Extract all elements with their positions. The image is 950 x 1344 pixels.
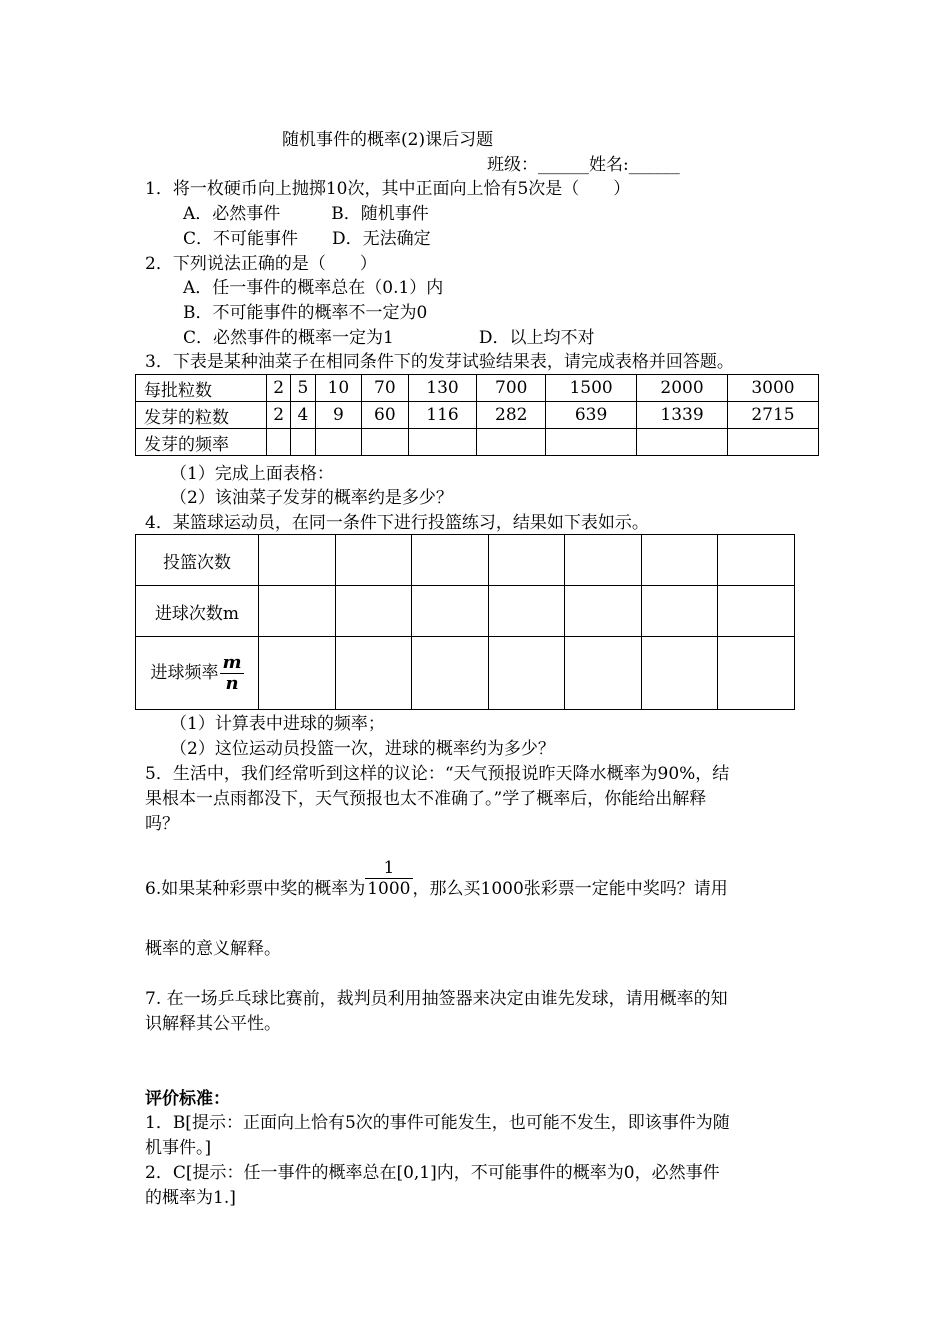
q4-sub2: （2）这位运动员投篮一次，进球的概率约为多少？ (170, 739, 555, 759)
q1-stem: 1．将一枚硬币向上抛掷10次，其中正面向上恰有5次是（ ） (145, 179, 631, 199)
q5-line3: 吗？ (145, 814, 179, 834)
page-title: 随机事件的概率(2)课后习题 (282, 130, 494, 150)
table-cell-empty (718, 637, 795, 710)
table-cell-empty (408, 429, 477, 456)
table-cell-empty (728, 429, 819, 456)
answer2-line2: 的概率为1.] (145, 1188, 236, 1208)
table-cell-empty (488, 586, 565, 637)
table-cell-empty (259, 637, 336, 710)
row-label-text: 进球频率 (150, 662, 219, 683)
q6-suffix: ，那么买1000张彩票一定能中奖吗？请用 (412, 878, 728, 899)
table-cell: 639 (546, 402, 637, 429)
table-cell: 282 (477, 402, 546, 429)
table-cell: 2 (267, 402, 291, 429)
table-cell: 700 (477, 375, 546, 402)
answer1-line2: 机事件。] (145, 1138, 212, 1158)
table-cell-empty (412, 637, 489, 710)
table-cell-empty (565, 586, 642, 637)
table-cell-empty (641, 637, 718, 710)
answers-heading: 评价标准： (145, 1089, 230, 1109)
answer1-line1: 1．B[提示：正面向上恰有5次的事件可能发生，也可能不发生，即该事件为随 (145, 1113, 730, 1133)
table-cell-empty (477, 429, 546, 456)
table-cell-empty (641, 535, 718, 586)
q3-sub2: （2）该油菜子发芽的概率约是多少？ (170, 488, 453, 508)
answer2-line1: 2．C[提示：任一事件的概率总在[0,1]内，不可能事件的概率为0，必然事件 (145, 1163, 720, 1183)
table-cell: 4 (291, 402, 315, 429)
q3-stem: 3．下表是某种油菜子在相同条件下的发芽试验结果表，请完成表格并回答题。 (145, 352, 734, 372)
table-cell-empty (641, 586, 718, 637)
table-row (136, 586, 795, 637)
q3-sub1: （1）完成上面表格： (170, 464, 334, 484)
table-row-label: 每批粒数 (136, 375, 267, 402)
table-row-label: 发芽的粒数 (136, 402, 267, 429)
table-cell-empty (412, 535, 489, 586)
table-row (136, 429, 819, 456)
table-cell: 2 (267, 375, 291, 402)
q1-options-ab: A．必然事件 B．随机事件 (183, 204, 429, 224)
table-cell-empty (335, 637, 412, 710)
table-cell-empty (335, 535, 412, 586)
table-cell-empty (488, 535, 565, 586)
table-cell-empty (565, 535, 642, 586)
table-cell: 60 (362, 402, 409, 429)
q5-line1: 5．生活中，我们经常听到这样的议论：“天气预报说昨天降水概率为90%，结 (145, 764, 730, 784)
table-row (136, 402, 819, 429)
fraction-numerator: 1 (365, 858, 412, 879)
table-cell-empty (259, 535, 336, 586)
q2-options-cd: C．必然事件的概率一定为1 D．以上均不对 (183, 328, 595, 348)
table-cell-empty (718, 586, 795, 637)
q4-sub1: （1）计算表中进球的频率； (170, 714, 385, 734)
table-cell: 3000 (728, 375, 819, 402)
table-cell-empty (412, 586, 489, 637)
q6-line2: 概率的意义解释。 (145, 939, 281, 959)
table-cell: 2715 (728, 402, 819, 429)
table-cell-empty (565, 637, 642, 710)
table-cell-empty (488, 637, 565, 710)
fraction-denominator: n (225, 672, 239, 694)
basketball-table (135, 534, 795, 710)
fraction-denominator: 1000 (367, 879, 411, 899)
table-cell: 5 (291, 375, 315, 402)
table-cell: 116 (408, 402, 477, 429)
table-row-label: 投篮次数 (136, 535, 259, 586)
table-cell-empty (259, 586, 336, 637)
q2-option-a: A．任一事件的概率总在（0.1）内 (183, 278, 444, 298)
table-cell-empty (637, 429, 728, 456)
one-over-thousand-fraction (365, 858, 412, 899)
q1-options-cd: C．不可能事件 D．无法确定 (183, 229, 431, 249)
table-row-label-frequency (136, 637, 259, 710)
q7-line2: 识解释其公平性。 (145, 1014, 281, 1034)
q2-option-b: B．不可能事件的概率不一定为0 (183, 303, 428, 323)
table-row (136, 535, 795, 586)
q7-line1: 7. 在一场乒乓球比赛前，裁判员利用抽签器来决定由谁先发球，请用概率的知 (145, 989, 728, 1009)
table-cell-empty (546, 429, 637, 456)
table-cell-empty (335, 586, 412, 637)
q2-stem: 2．下列说法正确的是（ ） (145, 254, 377, 274)
table-cell-empty (362, 429, 409, 456)
table-row-label: 进球次数m (136, 586, 259, 637)
germination-table (135, 374, 819, 456)
class-name-line: 班级：______姓名:______ (487, 155, 680, 175)
table-cell: 10 (315, 375, 362, 402)
table-row (136, 375, 819, 402)
q6-prefix: 6.如果某种彩票中奖的概率为 (145, 878, 366, 899)
table-cell-empty (267, 429, 291, 456)
table-cell: 1500 (546, 375, 637, 402)
table-row (136, 637, 795, 710)
q6-line1 (145, 858, 728, 899)
table-cell-empty (718, 535, 795, 586)
table-cell: 1339 (637, 402, 728, 429)
q5-line2: 果根本一点雨都没下，天气预报也太不准确了。”学了概率后，你能给出解释 (145, 789, 707, 809)
q4-stem: 4．某篮球运动员，在同一条件下进行投篮练习，结果如下表如示。 (145, 513, 649, 533)
table-row-label: 发芽的频率 (136, 429, 267, 456)
table-cell: 70 (362, 375, 409, 402)
table-cell-empty (315, 429, 362, 456)
m-over-n-fraction (220, 653, 243, 694)
table-cell: 130 (408, 375, 477, 402)
table-cell: 2000 (637, 375, 728, 402)
fraction-numerator: m (222, 651, 242, 673)
table-cell-empty (291, 429, 315, 456)
table-cell: 9 (315, 402, 362, 429)
